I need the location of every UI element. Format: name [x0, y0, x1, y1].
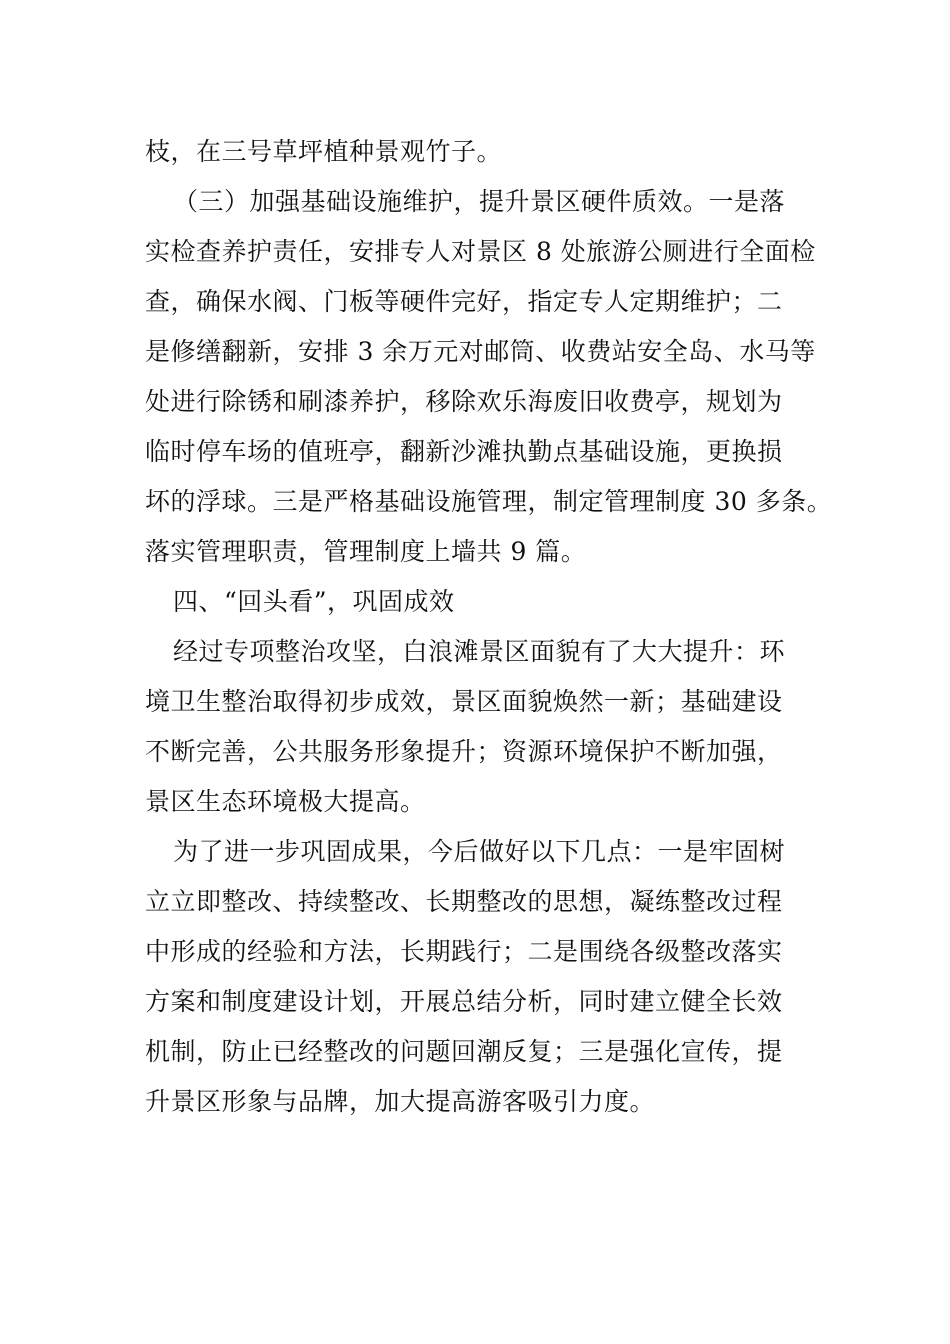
section-heading: 四、“回头看”，巩固成效 [173, 587, 455, 616]
text-line: 景区生态环境极大提高。 [145, 787, 426, 816]
text-line: 落实管理职责，管理制度上墙共 9 篇。 [145, 537, 587, 566]
text-line: 立立即整改、持续整改、长期整改的思想，凝练整改过程 [145, 887, 783, 916]
text-line: 中形成的经验和方法，长期践行；二是围绕各级整改落实 [145, 937, 783, 966]
text-line: 机制，防止已经整改的问题回潮反复；三是强化宣传，提 [145, 1037, 783, 1066]
text-line: 临时停车场的值班亭，翻新沙滩执勤点基础设施，更换损 [145, 437, 783, 466]
text-line: 不断完善，公共服务形象提升；资源环境保护不断加强， [145, 737, 783, 766]
paragraph-start-line: 经过专项整治攻坚，白浪滩景区面貌有了大大提升：环 [173, 637, 786, 666]
section-heading-line: （三）加强基础设施维护，提升景区硬件质效。一是落 [173, 187, 786, 216]
paragraph-start-line: 为了进一步巩固成果，今后做好以下几点：一是牢固树 [173, 837, 786, 866]
text-line: 方案和制度建设计划，开展总结分析，同时建立健全长效 [145, 987, 783, 1016]
text-line: 枝，在三号草坪植种景观竹子。 [145, 137, 503, 166]
text-line: 坏的浮球。三是严格基础设施管理，制定管理制度 30 多条。 [145, 487, 833, 516]
text-line: 是修缮翻新，安排 3 余万元对邮筒、收费站安全岛、水马等 [145, 337, 816, 366]
text-line: 查，确保水阀、门板等硬件完好，指定专人定期维护；二 [145, 287, 783, 316]
text-line: 升景区形象与品牌，加大提高游客吸引力度。 [145, 1087, 656, 1116]
text-line: 处进行除锈和刷漆养护，移除欢乐海废旧收费亭，规划为 [145, 387, 783, 416]
text-line: 境卫生整治取得初步成效，景区面貌焕然一新；基础建设 [145, 687, 783, 716]
text-line: 实检查养护责任，安排专人对景区 8 处旅游公厕进行全面检 [145, 237, 816, 266]
